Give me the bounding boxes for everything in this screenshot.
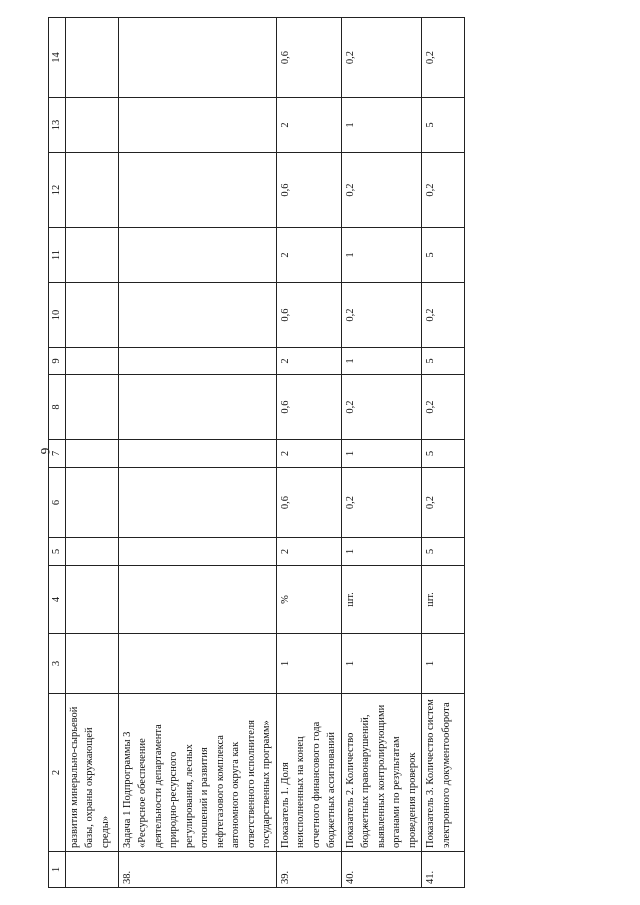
- header-cell: 6: [49, 468, 66, 538]
- cell-weight: [118, 375, 276, 440]
- table-row: [118, 18, 276, 888]
- header-cell: 9: [49, 348, 66, 375]
- row-name: Показатель 3. Количество систем электронного документооборота: [422, 694, 465, 852]
- row-number: 41.: [422, 852, 465, 888]
- cell-value: 2: [276, 228, 341, 283]
- header-cell: 4: [49, 566, 66, 634]
- header-cell: 5: [49, 538, 66, 566]
- cell-value: 1: [341, 538, 422, 566]
- cell-value: [118, 228, 276, 283]
- cell-weight: 0,2: [341, 18, 422, 98]
- cell-weight: [65, 153, 118, 228]
- header-cell: 8: [49, 375, 66, 440]
- header-cell: 10: [49, 283, 66, 348]
- cell-base-value: 1: [276, 634, 341, 694]
- cell-weight: 0,2: [422, 468, 465, 538]
- cell-value: 2: [276, 98, 341, 153]
- cell-base-value: 1: [422, 634, 465, 694]
- rotated-table-container: [48, 18, 452, 888]
- cell-value: [118, 440, 276, 468]
- cell-unit: шт.: [422, 566, 465, 634]
- cell-weight: [65, 283, 118, 348]
- cell-value: 2: [276, 440, 341, 468]
- cell-value: [65, 348, 118, 375]
- cell-unit: [65, 566, 118, 634]
- cell-value: 1: [341, 440, 422, 468]
- row-name: Показатель 1. Доля неисполненных на конец отчетного финансового года бюджетных ассигнований: [276, 694, 341, 852]
- cell-weight: [118, 468, 276, 538]
- cell-value: 5: [422, 98, 465, 153]
- cell-weight: [65, 375, 118, 440]
- cell-weight: 0,2: [341, 283, 422, 348]
- table-row: [422, 18, 465, 888]
- cell-value: [65, 98, 118, 153]
- cell-weight: 0,2: [341, 468, 422, 538]
- cell-value: [65, 538, 118, 566]
- row-name: развития минерально-сырьевой базы, охраны окружающей среды»: [65, 694, 118, 852]
- cell-unit: шт.: [341, 566, 422, 634]
- cell-weight: [65, 18, 118, 98]
- cell-value: [65, 440, 118, 468]
- cell-value: 5: [422, 348, 465, 375]
- row-number: 39.: [276, 852, 341, 888]
- header-cell: 3: [49, 634, 66, 694]
- header-cell: 12: [49, 153, 66, 228]
- header-cell: 1: [49, 852, 66, 888]
- cell-weight: [118, 153, 276, 228]
- header-cell: 11: [49, 228, 66, 283]
- cell-value: 1: [341, 228, 422, 283]
- cell-value: 5: [422, 538, 465, 566]
- header-cell: 14: [49, 18, 66, 98]
- cell-value: 2: [276, 538, 341, 566]
- cell-weight: 0,2: [341, 153, 422, 228]
- cell-weight: 0,2: [422, 153, 465, 228]
- cell-weight: 0,6: [276, 283, 341, 348]
- cell-base-value: 1: [341, 634, 422, 694]
- cell-value: [65, 228, 118, 283]
- cell-weight: 0,2: [422, 283, 465, 348]
- header-cell: 2: [49, 694, 66, 852]
- cell-weight: [118, 18, 276, 98]
- cell-weight: [118, 283, 276, 348]
- cell-value: [118, 348, 276, 375]
- cell-weight: [65, 468, 118, 538]
- indicator-table: [48, 17, 465, 888]
- cell-value: 2: [276, 348, 341, 375]
- page-number: 9: [37, 447, 53, 455]
- row-number: 40.: [341, 852, 422, 888]
- table-row: [276, 18, 341, 888]
- cell-weight: 0,6: [276, 375, 341, 440]
- cell-value: [118, 538, 276, 566]
- row-name: Задача 1 Подпрограммы 3 «Ресурсное обеспечение деятельности департамента природно-ресурсного регулирования, лесных отношений и развития нефтегазового комплекса автономного округа как ответственного исполнителя государственных программ»: [118, 694, 276, 852]
- cell-weight: 0,2: [422, 18, 465, 98]
- cell-weight: 0,6: [276, 468, 341, 538]
- cell-unit: %: [276, 566, 341, 634]
- cell-weight: 0,2: [422, 375, 465, 440]
- cell-value: [118, 98, 276, 153]
- header-cell: 7: [49, 440, 66, 468]
- table-row: [65, 18, 118, 888]
- cell-value: 5: [422, 228, 465, 283]
- row-name: Показатель 2. Количество бюджетных правонарушений, выявленных контролирующими органами по результатам проведения проверок: [341, 694, 422, 852]
- table-row: [341, 18, 422, 888]
- header-cell: 13: [49, 98, 66, 153]
- cell-weight: 0,2: [341, 375, 422, 440]
- cell-unit: [118, 566, 276, 634]
- cell-base-value: [65, 634, 118, 694]
- cell-value: 1: [341, 98, 422, 153]
- cell-base-value: [118, 634, 276, 694]
- cell-value: 1: [341, 348, 422, 375]
- row-number: [65, 852, 118, 888]
- cell-weight: 0,6: [276, 153, 341, 228]
- row-number: 38.: [118, 852, 276, 888]
- cell-weight: 0,6: [276, 18, 341, 98]
- cell-value: 5: [422, 440, 465, 468]
- header-row: [49, 18, 66, 888]
